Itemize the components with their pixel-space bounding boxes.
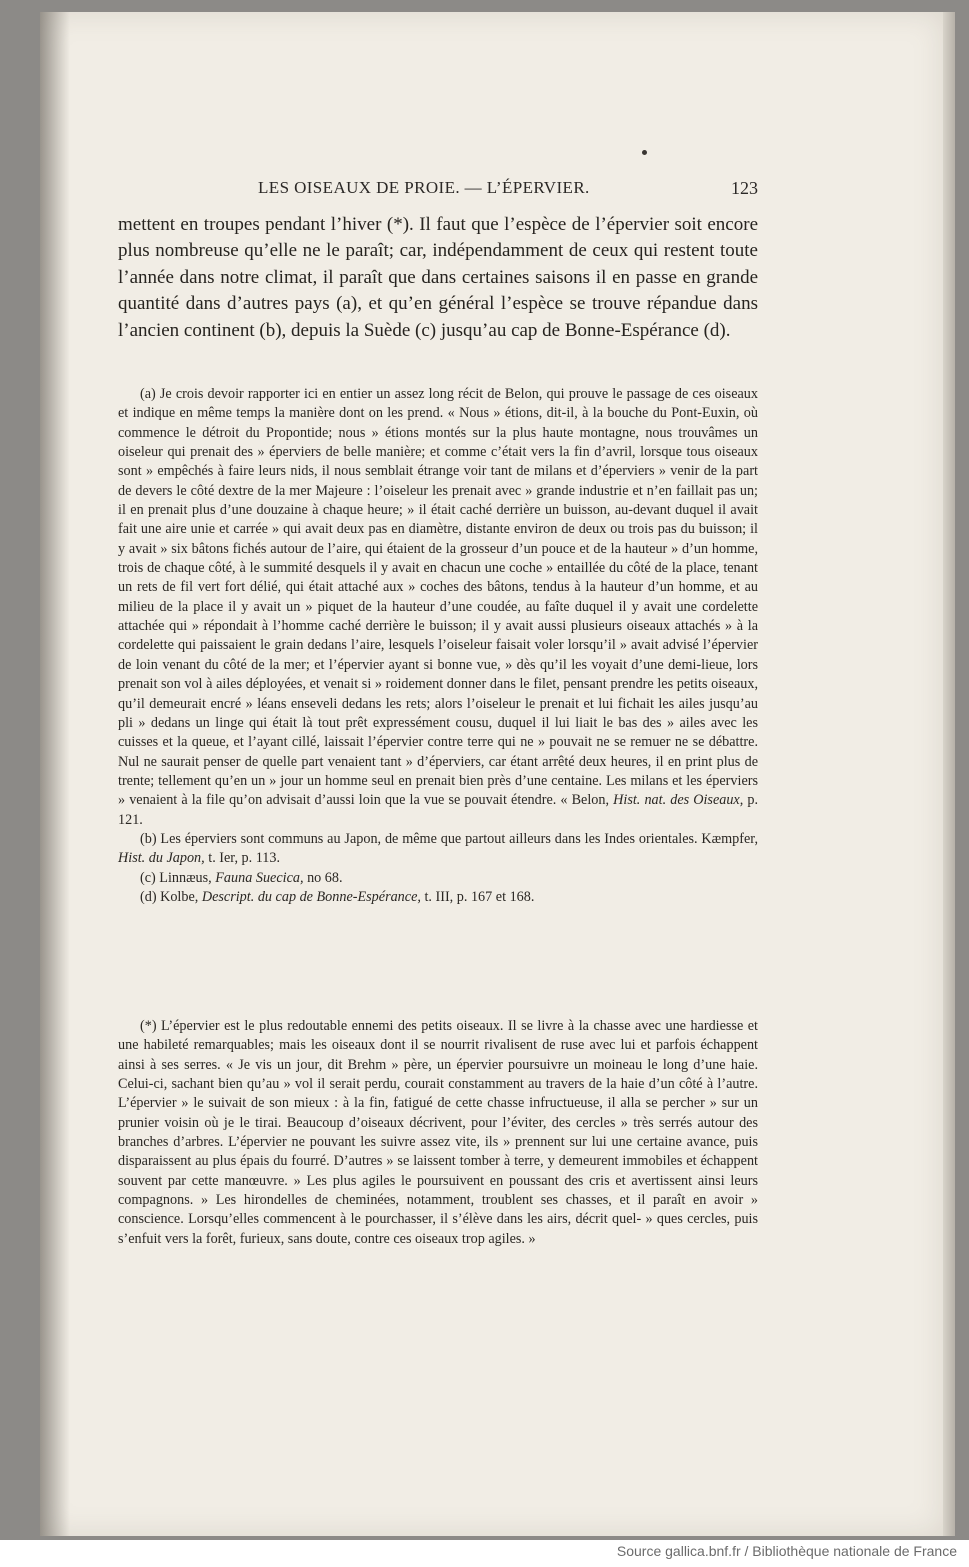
footnote-d-text: (d) Kolbe, bbox=[140, 888, 199, 905]
footnote-a bbox=[118, 385, 758, 830]
footnote-a-page: p. 121. bbox=[118, 792, 759, 828]
footnotes bbox=[118, 385, 758, 907]
footnote-d-page: t. III, p. 167 et 168. bbox=[424, 888, 535, 905]
footnote-c bbox=[118, 869, 758, 888]
footnote-c-page: no 68. bbox=[307, 869, 343, 886]
footnote-b-page: t. Ier, p. 113. bbox=[208, 850, 281, 867]
footnote-c-reference: Fauna Suecica, bbox=[215, 869, 304, 886]
source-credit: Source gallica.bnf.fr / Bibliothèque nationale de France bbox=[616, 1543, 957, 1559]
page-edge bbox=[943, 12, 955, 1536]
footnote-b-text: (b) Les éperviers sont communs au Japon, de même que partout ailleurs dans les Indes orientales. Kæmpfer, bbox=[140, 830, 758, 847]
page-gutter-shadow bbox=[40, 12, 70, 1536]
page-number: 123 bbox=[731, 178, 758, 198]
footnote-a-text: (a) Je crois devoir rapporter ici en entier un assez long récit de Belon, qui prouve le passage de ces oiseaux et indique en même temps la manière dont on les prend. « Nous » étions, dit-il, à la bouche du Pont-Euxin, où commence le détroit du Propontide; nous » étions montés sur la plus haute montagne, nous trouvâmes un oiseleur qui prenait des » éperviers de belle manière; et comme c’était vers la fin d’avril, lorsque tous oiseaux sont » empêchés à faire leurs nids, il nous semblait étrange voir tant de milans et d’éperviers » venir de la part de devers le côté dextre de la mer Majeure : l’oiseleur les prenait avec » grande industrie et n’en faillait pas un; il en prenait plus d’une douzaine à chaque heure; » il était caché derrière un buisson, au-devant duquel il avait fait une aire unie et carrée » qui avait deux pas en diamètre, distante environ de deux ou trois pas du buisson; il y avait » six bâtons fichés autour de l’aire, qui étaient de la grosseur d’un pouce et de la hauteur » d’un homme, trois de chaque côté, à le summité desquels il y avait en chacun une coche » entaillée du côté de la place, tenant un rets de fil vert fort délié, qui était attaché aux » coches des bâtons, tendus à la hauteur d’un homme, et au milieu de la place il y avait un » piquet de la hauteur d’une coudée, au faîte duquel il y avait une cordelette attachée qui » répondait à l’homme caché derrière le buisson; il y avait aussi plusieurs oiseaux attachés » à la cordelette qui paissaient le grain dedans l’aire, lesquels l’oiseleur faisait voler lorsqu’il » avait advisé l’épervier de loin venant du côté de la mer; et l’épervier ayant si bonne vue, » dès qu’il les voyait d’une demi-lieue, lors prenait son vol à ailes déployées, et venait si » roidement donner dans le filet, pensant prendre les petits oiseaux, qu’il demeurait encré » léans enseveli dedans les rets; alors l’oiseleur le prenait et lui fichait les ailes jusqu’au pli » dedans un linge qui était là tout prêt expressément cousu, duquel il lui liait le bas des » ailes avec les cuisses et la queue, et l’ayant cillé, laissait l’épervier contre terre qui ne » pouvait ne se remuer ne se débattre. Nul ne saurait penser de quelle part venaient tant » d’éperviers, car étant arrêté deux heures, il en print plus de trente; tellement qu’en un » jour un homme seul en prenait bien près d’une centaine. Les milans et les éperviers » venaient à la file qu’on advisait d’aussi loin que la vue se pouvait étendre. « Belon, bbox=[118, 386, 758, 809]
footnote-a-reference: Hist. nat. des Oiseaux, bbox=[613, 792, 744, 809]
main-paragraph: mettent en troupes pendant l’hiver (*). Il faut que l’espèce de l’épervier soit encore plus nombreuse qu’elle ne le paraît; car, indépendamment de ceux qui restent toute l’année dans notre climat, il paraît que dans certaines saisons il en passe en grande quantité dans d’autres pays (a), et qu’en général l’espèce se trouve répandue dans l’ancien continent (b), depuis la Suède (c) jusqu’au cap de Bonne-Espérance (d). bbox=[118, 214, 758, 341]
running-title: LES OISEAUX DE PROIE. — L’ÉPERVIER. bbox=[258, 178, 590, 197]
ink-speck bbox=[642, 150, 647, 155]
footnote-d-reference: Descript. du cap de Bonne-Espérance, bbox=[201, 888, 421, 905]
footnote-b-reference: Hist. du Japon, bbox=[118, 850, 205, 867]
footnote-d bbox=[118, 888, 758, 907]
editor-note bbox=[118, 1017, 758, 1249]
editor-note-text: (*) L’épervier est le plus redoutable ennemi des petits oiseaux. Il se livre à la chasse avec une hardiesse et une habileté remarquables; mais les oiseaux dont il se nourrit rivalisent de ruse avec lui et parfois échappent ainsi à ses serres. « Je vis un jour, dit Brehm » père, un épervier poursuivre un moineau le long d’une haie. Celui-ci, sachant bien qu’au » vol il serait perdu, courait constamment au travers de la haie d’un côté à l’autre. L’épervier » le suivait de son mieux : à la fin, fatigué de cette chasse infructueuse, il alla se percher » sur un prunier voisin où je le tirai. Beaucoup d’oiseaux décrivent, pour l’éviter, des cercles » très serrés autour des branches d’arbres. L’épervier ne pouvant les suivre assez vite, ils » prennent sur lui une certaine avance, puis disparaissent au plus épais du fourré. D’autres » se laissent tomber à terre, y demeurent immobiles et échappent souvent par cette manœuvre. » Les plus agiles le poursuivent en poussant des cris et avertissent ainsi leurs compagnons. » Les hirondelles de cheminées, notamment, troublent ses chasses, et il paraît en avoir » conscience. Lorsqu’elles commencent à le pourchasser, il s’élève dans les airs, décrit quel- » ques cercles, puis s’enfuit vers la forêt, furieux, sans doute, contre ces oiseaux trop agiles. » bbox=[118, 1018, 758, 1247]
footnote-c-text: (c) Linnæus, bbox=[140, 869, 212, 886]
footnote-b bbox=[118, 830, 758, 869]
running-head bbox=[118, 178, 758, 202]
